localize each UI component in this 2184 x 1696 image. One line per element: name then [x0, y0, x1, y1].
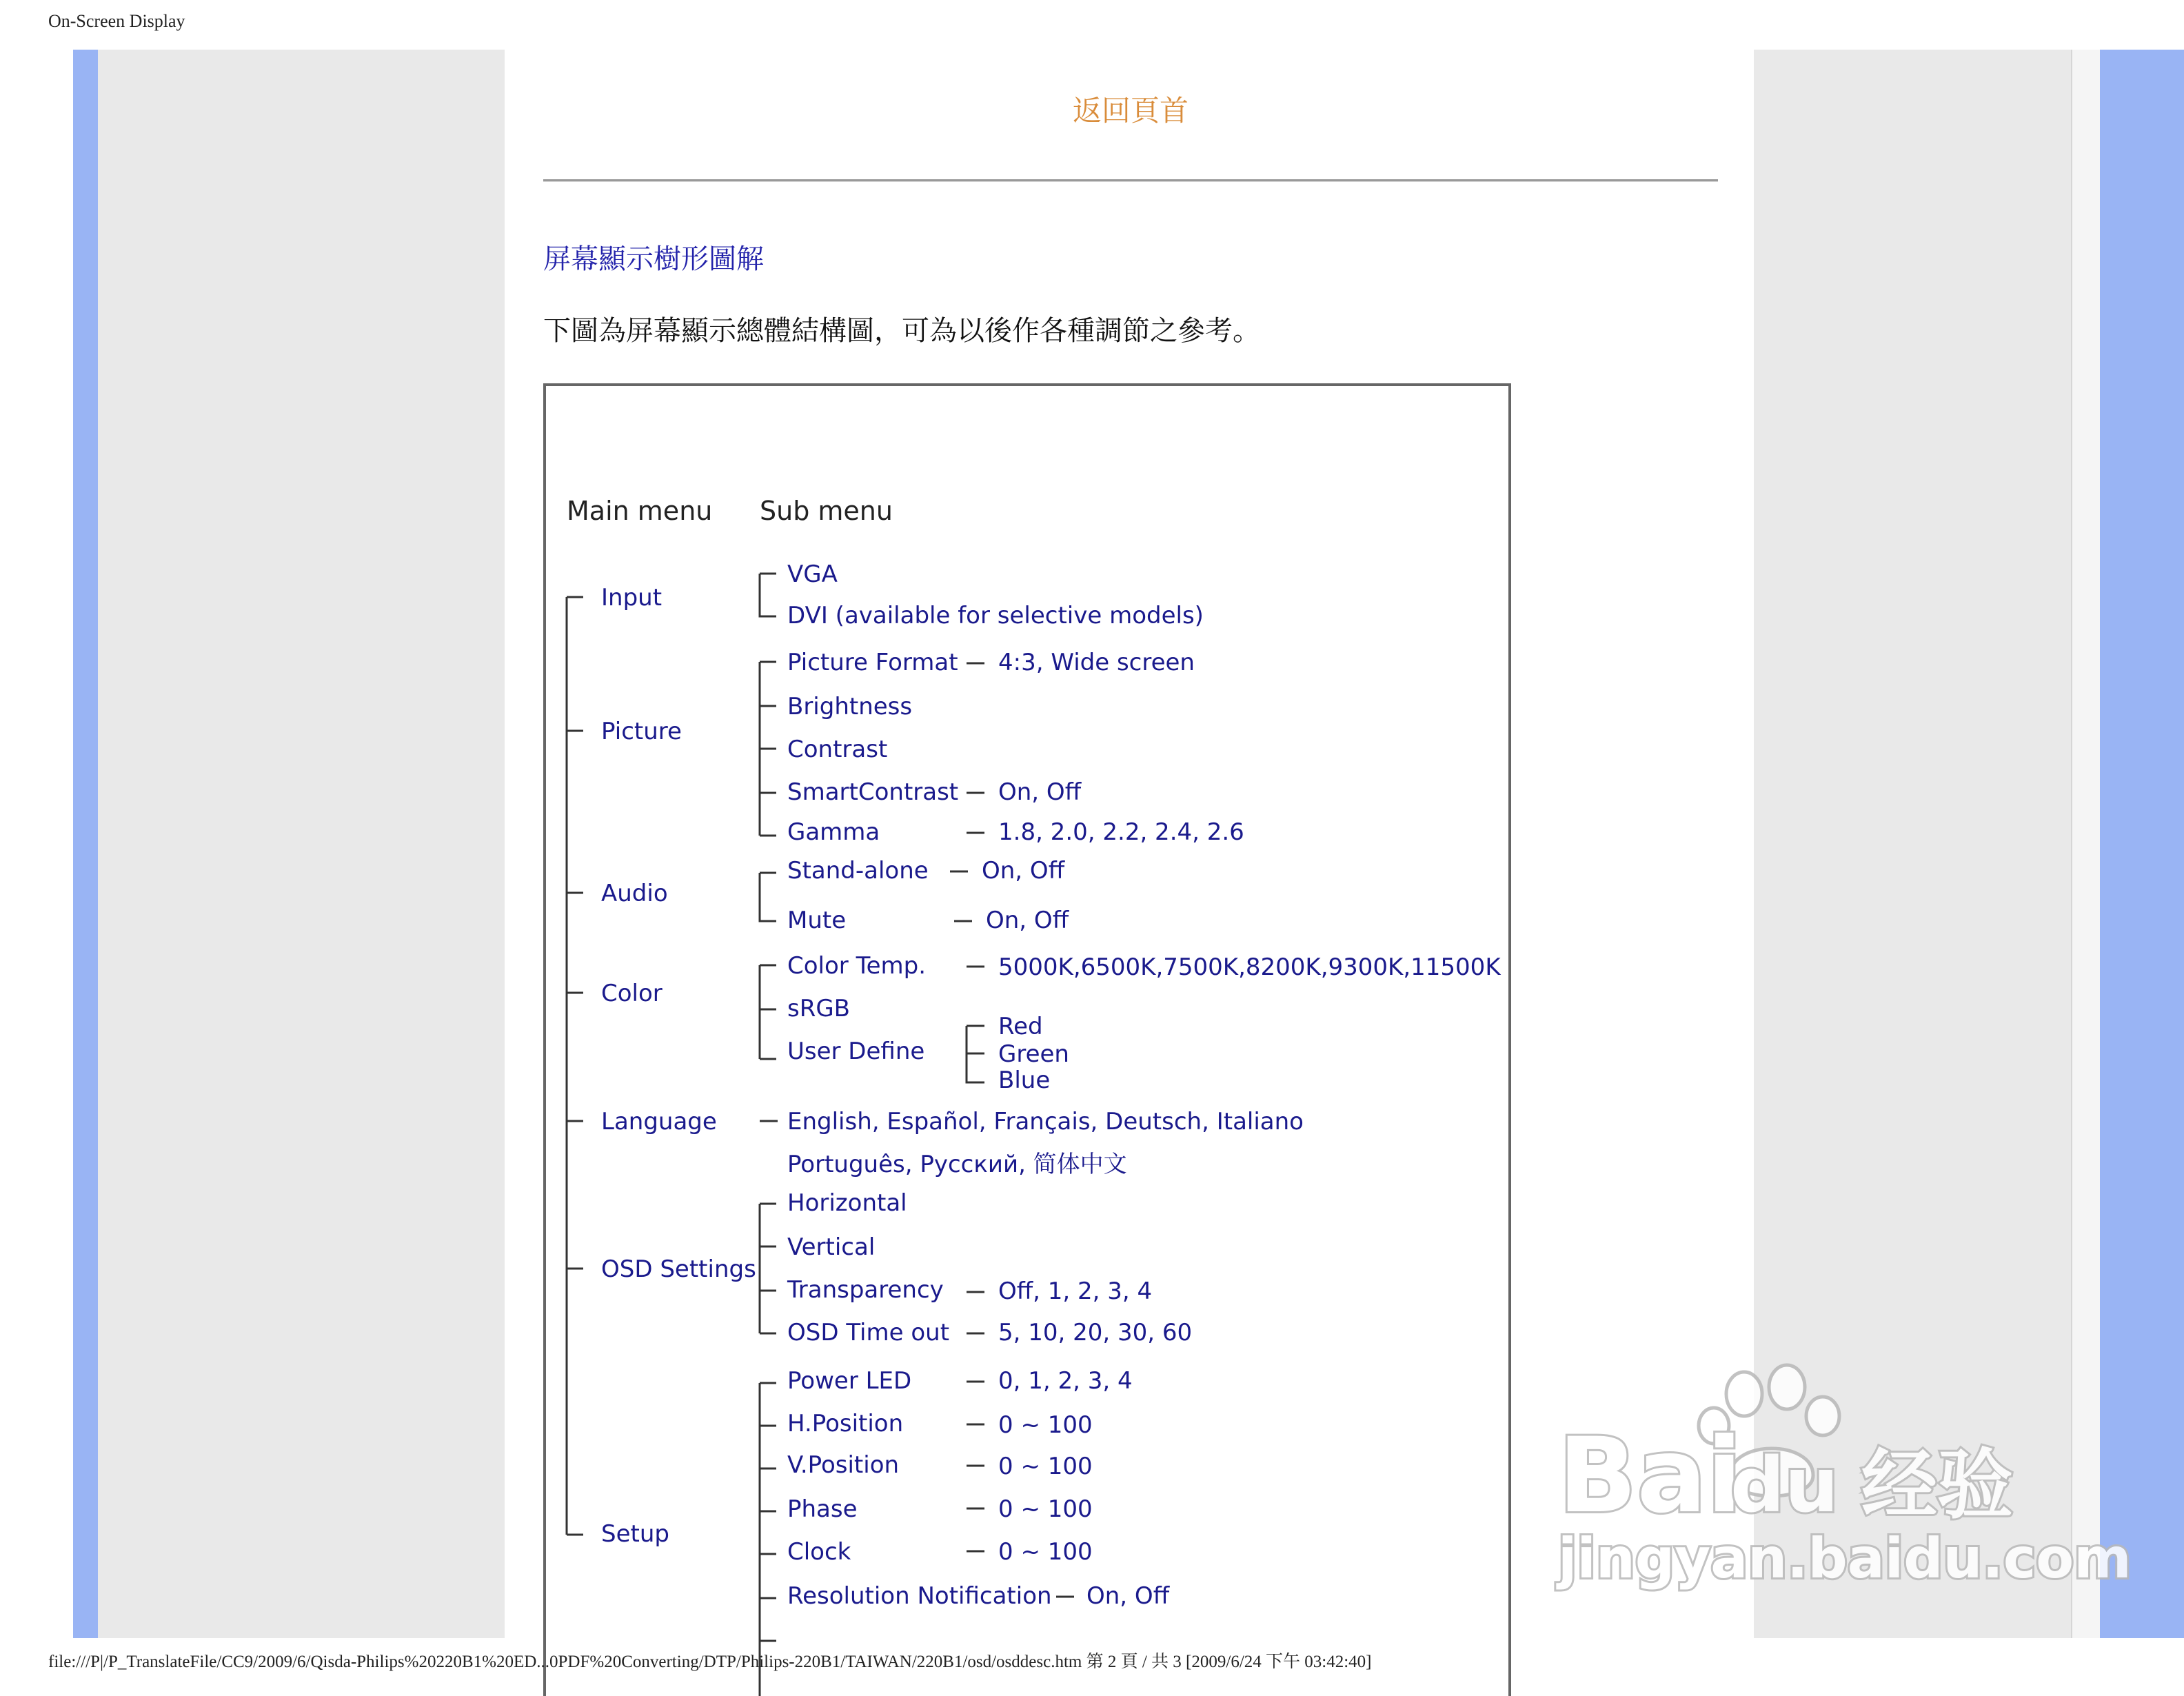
- picture-contrast: Contrast: [787, 736, 888, 763]
- baidu-jingyan-watermark: [1544, 1358, 2132, 1606]
- main-item-color: Color: [601, 980, 663, 1007]
- section-title: 屏幕顯示樹形圖解: [543, 243, 764, 275]
- main-item-picture: Picture: [601, 718, 682, 745]
- input-vga: VGA: [787, 561, 838, 588]
- picture-smartcontrast: SmartContrast: [787, 778, 959, 806]
- color-temp: Color Temp.: [787, 952, 926, 980]
- sub-menu-header: Sub menu: [760, 496, 893, 526]
- v-position-range: 0 ~ 100: [998, 1453, 1093, 1480]
- power-led-options: 0, 1, 2, 3, 4: [998, 1367, 1133, 1395]
- main-item-audio: Audio: [601, 880, 668, 907]
- standalone-options: On, Off: [982, 857, 1065, 885]
- main-item-input: Input: [601, 584, 663, 612]
- intro-text: 下圖為屏幕顯示總體結構圖，可為以後作各種調節之參考。: [543, 315, 1260, 347]
- right-scroll-strip: [2071, 50, 2101, 1638]
- color-temp-options: 5000K,6500K,7500K,8200K,9300K,11500K: [998, 953, 1501, 981]
- gamma-options: 1.8, 2.0, 2.2, 2.4, 2.6: [998, 818, 1244, 846]
- osd-timeout: OSD Time out: [787, 1319, 950, 1346]
- back-to-top-link[interactable]: 返回頁首: [1073, 94, 1189, 128]
- horizontal-divider: [543, 179, 1718, 182]
- picture-gamma: Gamma: [787, 818, 880, 846]
- setup-power-led: Power LED: [787, 1367, 912, 1395]
- h-position-range: 0 ~ 100: [998, 1411, 1093, 1439]
- phase-range: 0 ~ 100: [998, 1495, 1093, 1523]
- main-item-language: Language: [601, 1108, 717, 1135]
- user-define-green: Green: [998, 1040, 1069, 1068]
- watermark-brand: Bai: [1558, 1416, 1742, 1536]
- osd-horizontal: Horizontal: [787, 1189, 907, 1217]
- user-define-blue: Blue: [998, 1067, 1051, 1094]
- main-item-osd-settings: OSD Settings: [601, 1255, 756, 1283]
- osd-transparency: Transparency: [787, 1276, 944, 1304]
- picture-brightness: Brightness: [787, 693, 913, 720]
- left-panel: [98, 50, 505, 1638]
- watermark-brand-du: du: [1730, 1441, 1839, 1529]
- watermark-url: jingyan.baidu.com: [1558, 1526, 2132, 1591]
- setup-clock: Clock: [787, 1538, 851, 1566]
- color-user-define: User Define: [787, 1038, 925, 1065]
- main-menu-header: Main menu: [567, 496, 713, 526]
- picture-format-options: 4:3, Wide screen: [998, 649, 1195, 676]
- user-define-red: Red: [998, 1013, 1043, 1040]
- picture-format: Picture Format: [787, 649, 958, 676]
- osd-tree-diagram: [543, 383, 1511, 1696]
- audio-mute: Mute: [787, 907, 847, 934]
- color-srgb: sRGB: [787, 995, 851, 1022]
- watermark-cn: 经验: [1861, 1441, 2013, 1529]
- setup-v-position: V.Position: [787, 1451, 900, 1479]
- audio-standalone: Stand-alone: [787, 857, 929, 885]
- left-accent-bar: [73, 50, 98, 1638]
- smartcontrast-options: On, Off: [998, 778, 1082, 806]
- language-options-line2: Português, Русский, 简体中文: [787, 1151, 1127, 1178]
- print-footer: file:///P|/P_TranslateFile/CC9/2009/6/Qisda-Philips%20220B1%20ED...0PDF%20Converting/DTP/Philips-220B1/TAIWAN/220B1/osd/osddesc.htm 第 2 頁 / 共 3 [2009/6/24 下午 03:42:40]: [48, 1653, 1372, 1671]
- input-dvi: DVI (available for selective models): [787, 602, 1204, 629]
- clock-range: 0 ~ 100: [998, 1538, 1093, 1566]
- resolution-notification-options: On, Off: [1086, 1582, 1170, 1610]
- transparency-options: Off, 1, 2, 3, 4: [998, 1278, 1153, 1305]
- right-accent-bar: [2100, 50, 2184, 1638]
- main-item-setup: Setup: [601, 1520, 669, 1548]
- setup-h-position: H.Position: [787, 1410, 904, 1437]
- mute-options: On, Off: [986, 907, 1069, 934]
- timeout-options: 5, 10, 20, 30, 60: [998, 1319, 1193, 1346]
- print-header: On-Screen Display: [48, 11, 185, 31]
- setup-resolution-notification: Resolution Notification: [787, 1582, 1052, 1610]
- language-options-line1: English, Español, Français, Deutsch, Italiano: [787, 1108, 1304, 1135]
- setup-phase: Phase: [787, 1495, 858, 1523]
- osd-vertical: Vertical: [787, 1233, 876, 1261]
- osd-tree-svg: [546, 386, 1508, 1696]
